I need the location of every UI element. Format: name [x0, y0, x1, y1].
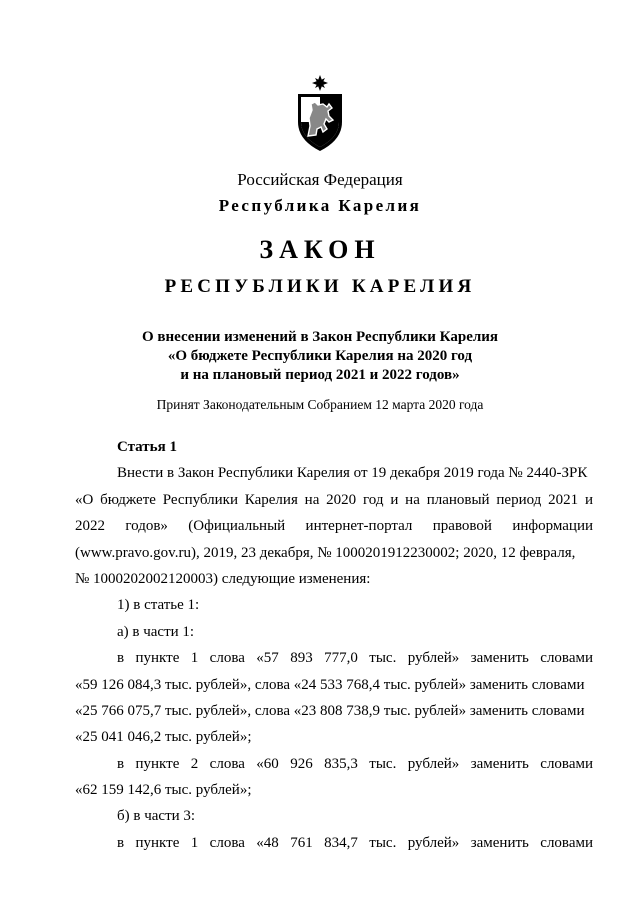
body-line: в пункте 2 слова «60 926 835,3 тыс. рублей» заменить словами	[117, 755, 593, 772]
body-line: (www.pravo.gov.ru), 2019, 23 декабря, № 1000201912230002; 2020, 12 февраля,	[75, 544, 576, 561]
body-line: в пункте 1 слова «57 893 777,0 тыс. рублей» заменить словами	[117, 650, 593, 667]
law-title: ЗАКОН	[259, 235, 381, 264]
body-line: в пункте 1 слова «48 761 834,7 тыс. рублей» заменить словами	[117, 834, 593, 851]
article-heading: Статья 1	[117, 439, 177, 455]
body-line: б) в части 3:	[117, 808, 196, 825]
body-line: Внести в Закон Республики Карелия от 19 декабря 2019 года № 2440-ЗРК	[117, 465, 588, 482]
republic-name: Республика Карелия	[218, 196, 422, 215]
body-line: «О бюджете Республики Карелия на 2020 год и на плановый период 2021 и	[75, 491, 593, 508]
body-line: «25 766 075,7 тыс. рублей», слова «23 808 738,9 тыс. рублей» заменить словами	[75, 702, 585, 719]
body-line: а) в части 1:	[117, 623, 195, 640]
law-subject	[0, 328, 640, 385]
adoption-note: Принят Законодательным Собранием 12 марта 2020 года	[156, 397, 484, 412]
body-line: «59 126 084,3 тыс. рублей», слова «24 533 768,4 тыс. рублей» заменить словами	[75, 676, 585, 693]
subject-line: «О бюджете Республики Карелия на 2020 год	[167, 348, 473, 364]
body-line: 1) в статье 1:	[117, 597, 200, 614]
coat-of-arms-karelia-emblem	[293, 74, 347, 154]
law-subtitle: РЕСПУБЛИКИ КАРЕЛИЯ	[164, 276, 476, 297]
body-line: № 1000202002120003) следующие изменения:	[75, 570, 371, 587]
body-line: «25 041 046,2 тыс. рублей»;	[75, 729, 252, 746]
body-line: «62 159 142,6 тыс. рублей»;	[75, 782, 252, 799]
federation-name: Российская Федерация	[237, 170, 403, 189]
law-body	[75, 434, 593, 856]
body-line: 2022 годов» (Официальный интернет-портал правовой информации	[75, 518, 593, 535]
subject-line: О внесении изменений в Закон Республики Карелия	[141, 329, 499, 345]
subject-line: и на плановый период 2021 и 2022 годов»	[180, 367, 460, 383]
